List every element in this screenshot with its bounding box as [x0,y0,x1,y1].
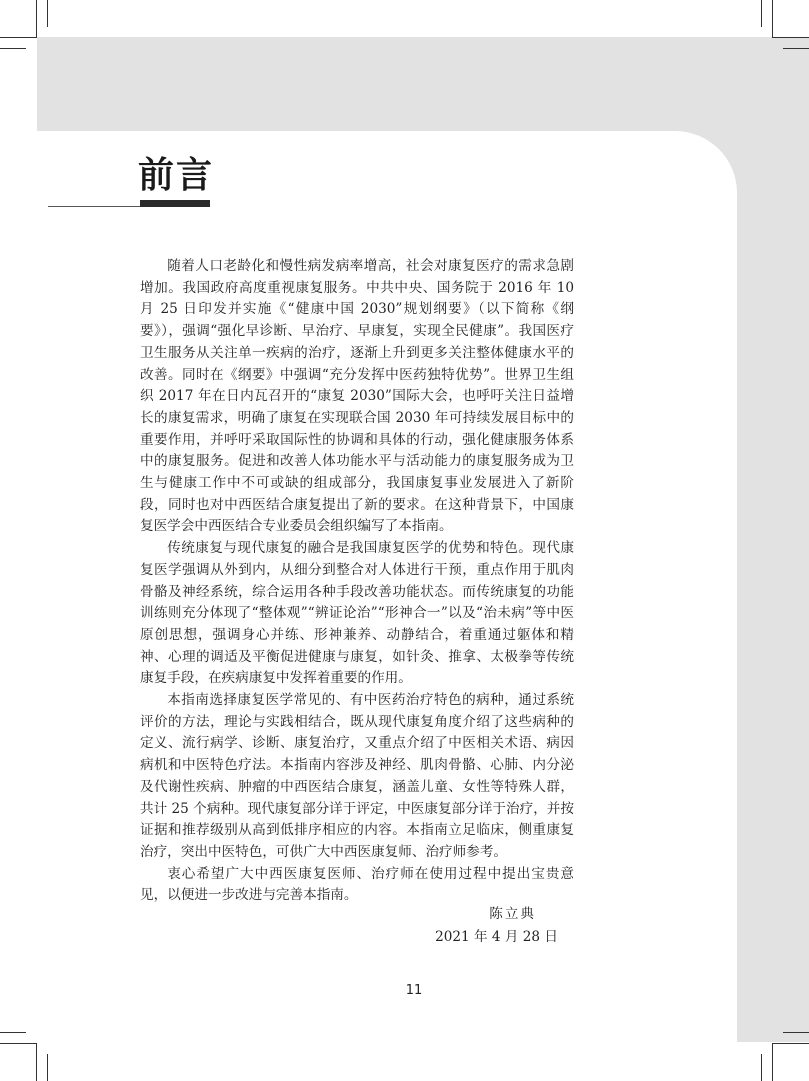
crop-mark [47,0,48,27]
page-number: 11 [405,983,423,998]
crop-mark [0,37,37,38]
crop-mark [783,1032,809,1033]
author-name: 陈立典 [489,906,536,922]
crop-mark [772,1043,809,1044]
crop-mark [772,1043,773,1081]
crop-mark [761,0,762,27]
preface-body [140,256,574,907]
crop-mark [47,1054,48,1081]
paragraph: 衷心希望广大中西医康复医师、治疗师在使用过程中提出宝贵意见，以便进一步改进与完善本指南。 [140,865,574,904]
page-title: 前言 [138,155,215,196]
crop-mark [36,1043,37,1081]
crop-mark [0,48,26,49]
crop-mark [36,0,37,38]
crop-mark [783,48,809,49]
signature-date: 2021 年 4 月 28 日 [435,929,558,945]
paragraph: 本指南选择康复医学常见的、有中医药治疗特色的病种，通过系统评价的方法，理论与实践相结合，既从现代康复角度介绍了这些病种的定义、流行病学、诊断、康复治疗，又重点介绍了中医相关术语、病因病机和中医特色疗法。本指南内容涉及神经、肌肉骨骼、心肺、内分泌及代谢性疾病、肿瘤的中西医结合康复，涵盖儿童、女性等特殊人群，共计 25 个病种。现代康复部分详于评定，中医康复部分详于治疗，并按证据和推荐级别从高到低排序相应的内容。本指南立足临床，侧重康复治疗，突出中医特色，可供广大中西医康复师、治疗师参考。 [140,692,574,860]
crop-mark [0,1043,37,1044]
crop-mark [772,0,773,38]
signature-block [140,903,558,949]
title-accent-bar [140,200,210,207]
crop-mark [772,37,809,38]
paragraph: 随着人口老龄化和慢性病发病率增高，社会对康复医疗的需求急剧增加。我国政府高度重视康复服务。中共中央、国务院于 2016 年 10 月 25 日印发并实施《“健康中国 2030”规划纲要》（以下简称《纲要》），强调“强化早诊断、早治疗、早康复，实现全民健康”。我国医疗卫生服务从关注单一疾病的治疗，逐渐上升到更多关注整体健康水平的改善。同时在《纲要》中强调“充分发挥中医药独特优势”。世界卫生组织 2017 年在日内瓦召开的“康复 2030”国际大会，也呼吁关注日益增长的康复需求，明确了康复在实现联合国 2030 年可持续发展目标中的重要作用，并呼吁采取国际性的协调和具体的行动，强化健康服务体系中的康复服务。促进和改善人体功能水平与活动能力的康复服务成为卫生与健康工作中不可或缺的组成部分，我国康复事业发展进入了新阶段，同时也对中西医结合康复提出了新的要求。在这种背景下，中国康复医学会中西医结合专业委员会组织编写了本指南。 [140,258,574,535]
crop-mark [0,1032,26,1033]
crop-mark [761,1054,762,1081]
paragraph: 传统康复与现代康复的融合是我国康复医学的优势和特色。现代康复医学强调从外到内，从细分到整合对人体进行干预，重点作用于肌肉骨骼及神经系统，综合运用各种手段改善功能状态。而传统康复的功能训练则充分体现了“整体观”“辨证论治”“形神合一”以及“治未病”等中医原创思想，强调身心并练、形神兼养、动静结合，着重通过躯体和精神、心理的调适及平衡促进健康与康复，如针灸、推拿、太极拳等传统康复手段，在疾病康复中发挥着重要的作用。 [140,540,574,687]
